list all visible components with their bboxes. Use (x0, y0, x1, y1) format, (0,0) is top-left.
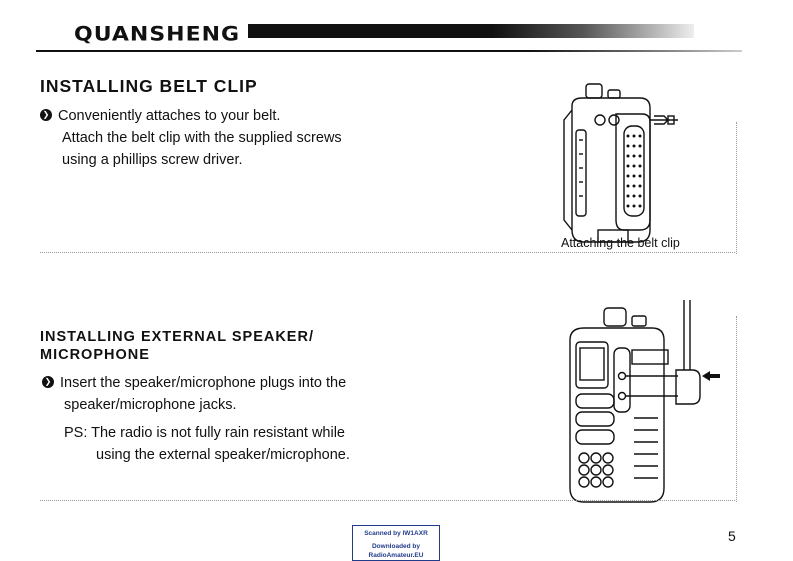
belt-clip-title: INSTALLING BELT CLIP (40, 76, 258, 96)
speaker-mic-text (40, 372, 350, 416)
speaker-mic-illustration (560, 298, 740, 506)
belt-clip-caption: Attaching the belt clip (561, 236, 680, 250)
section-divider-bottom (40, 500, 735, 501)
belt-clip-text (40, 105, 342, 171)
speaker-mic-title-line2: MICROPHONE (40, 347, 150, 363)
stamp-line3: RadioAmateur.EU (368, 552, 424, 559)
belt-clip-line1: Conveniently attaches to your belt. (58, 108, 281, 124)
scan-stamp (352, 525, 440, 561)
speaker-mic-ps-line1: PS: The radio is not fully rain resistant while (64, 425, 346, 441)
belt-clip-line2: Attach the belt clip with the supplied screws (62, 130, 342, 146)
speaker-mic-section (40, 328, 350, 466)
speaker-mic-ps-line2: using the external speaker/microphone. (96, 447, 350, 463)
side-border (736, 122, 737, 254)
stamp-line2: Downloaded by (371, 543, 421, 550)
stamp-line1: Scanned by IW1AXR (364, 530, 428, 537)
page-number: 5 (728, 528, 736, 544)
speaker-mic-line2: speaker/microphone jacks. (64, 397, 237, 413)
section-divider (40, 252, 735, 253)
brand-logo: QUANSHENG (74, 23, 241, 46)
speaker-mic-title-line1: INSTALLING EXTERNAL SPEAKER/ (40, 329, 314, 345)
header-rule (36, 50, 742, 52)
bullet-icon: ❯ (40, 109, 52, 121)
page-header (36, 14, 742, 54)
header-bar (248, 24, 694, 38)
side-border-lower (736, 316, 737, 502)
belt-clip-section (40, 76, 342, 171)
belt-clip-line3: using a phillips screw driver. (62, 152, 243, 168)
bullet-icon: ❯ (42, 376, 54, 388)
speaker-mic-line1: Insert the speaker/microphone plugs into the (60, 375, 347, 391)
belt-clip-illustration (558, 80, 738, 256)
